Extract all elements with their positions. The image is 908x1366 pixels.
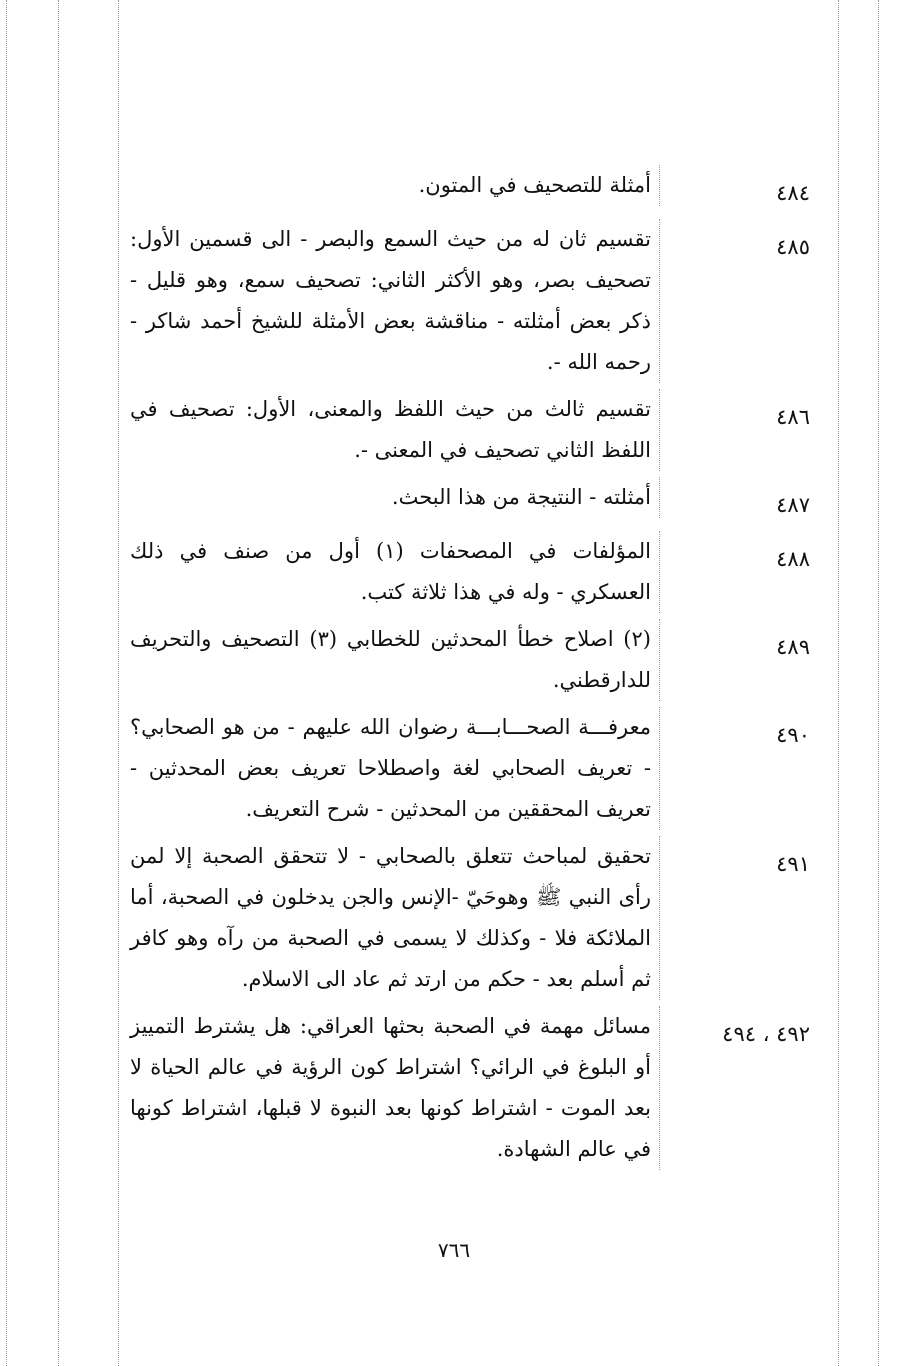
index-entry — [130, 836, 810, 1000]
entry-text: المؤلفات في المصحفات (١) أول من صنف في ذلك العسكري - وله في هذا ثلاثة كتب. — [130, 531, 660, 613]
page-margin-line — [838, 0, 839, 1366]
page-margin-line — [6, 0, 7, 1366]
page-margin-line — [878, 0, 879, 1366]
index-entry — [130, 165, 810, 213]
entry-text: تقسيم ثان له من حيث السمع والبصر - الى قسمين الأول: تصحيف بصر، وهو الأكثر الثاني: تصحيف سمع، وهو قليل - ذكر بعض أمثلته - مناقشة بعض الأمثلة للشيخ أحمد شاكر - رحمه الله -. — [130, 219, 660, 383]
entry-text: أمثلته - النتيجة من هذا البحث. — [130, 477, 660, 518]
page-margin-line — [118, 0, 119, 1366]
entry-page-number: ٤٨٨ — [776, 547, 810, 571]
index-entry — [130, 389, 810, 471]
entry-page-number: ٤٨٧ — [776, 493, 810, 517]
index-entry — [130, 1006, 810, 1170]
entry-text: (٢) اصلاح خطأ المحدثين للخطابي (٣) التصحيف والتحريف للدارقطني. — [130, 619, 660, 701]
entry-text: معرفـــة الصحـــابـــة رضوان الله عليهم - من هو الصحابي؟ - تعريف الصحابي لغة واصطلاحا تعريف بعض المحدثين - تعريف المحققين من المحدثين - شرح التعريف. — [130, 707, 660, 830]
entry-page-number: ٤٩٢ ، ٤٩٤ — [722, 1022, 810, 1046]
index-entry — [130, 219, 810, 383]
entry-page-number: ٤٩١ — [776, 852, 810, 876]
index-entry — [130, 531, 810, 613]
index-entry — [130, 477, 810, 525]
entry-page-number: ٤٨٤ — [776, 181, 810, 205]
entry-text: أمثلة للتصحيف في المتون. — [130, 165, 660, 206]
entry-text: مسائل مهمة في الصحبة بحثها العراقي: هل يشترط التمييز أو البلوغ في الرائي؟ اشتراط كون الرؤية في عالم الحياة لا بعد الموت - اشتراط كونها بعد النبوة لا قبلها، اشتراط كونها في عالم الشهادة. — [130, 1006, 660, 1170]
page-number: ٧٦٦ — [437, 1238, 471, 1262]
entry-text: تقسيم ثالث من حيث اللفظ والمعنى، الأول: تصحيف في اللفظ الثاني تصحيف في المعنى -. — [130, 389, 660, 471]
index-entry — [130, 619, 810, 701]
entry-page-number: ٤٨٩ — [776, 635, 810, 659]
page-margin-line — [58, 0, 59, 1366]
entry-text: تحقيق لمباحث تتعلق بالصحابي - لا تتحقق الصحبة إلا لمن رأى النبي ﷺ وهوحَيّ -الإنس والجن يدخلون في الصحبة، أما الملائكة فلا - وكذلك لا يسمى في الصحبة من رآه وهو كافر ثم أسلم بعد - حكم من ارتد ثم عاد الى الاسلام. — [130, 836, 660, 1000]
entry-page-number: ٤٨٦ — [776, 405, 810, 429]
index-list — [130, 165, 810, 1176]
index-entry — [130, 707, 810, 830]
entry-page-number: ٤٨٥ — [776, 235, 810, 259]
entry-page-number: ٤٩٠ — [776, 723, 810, 747]
